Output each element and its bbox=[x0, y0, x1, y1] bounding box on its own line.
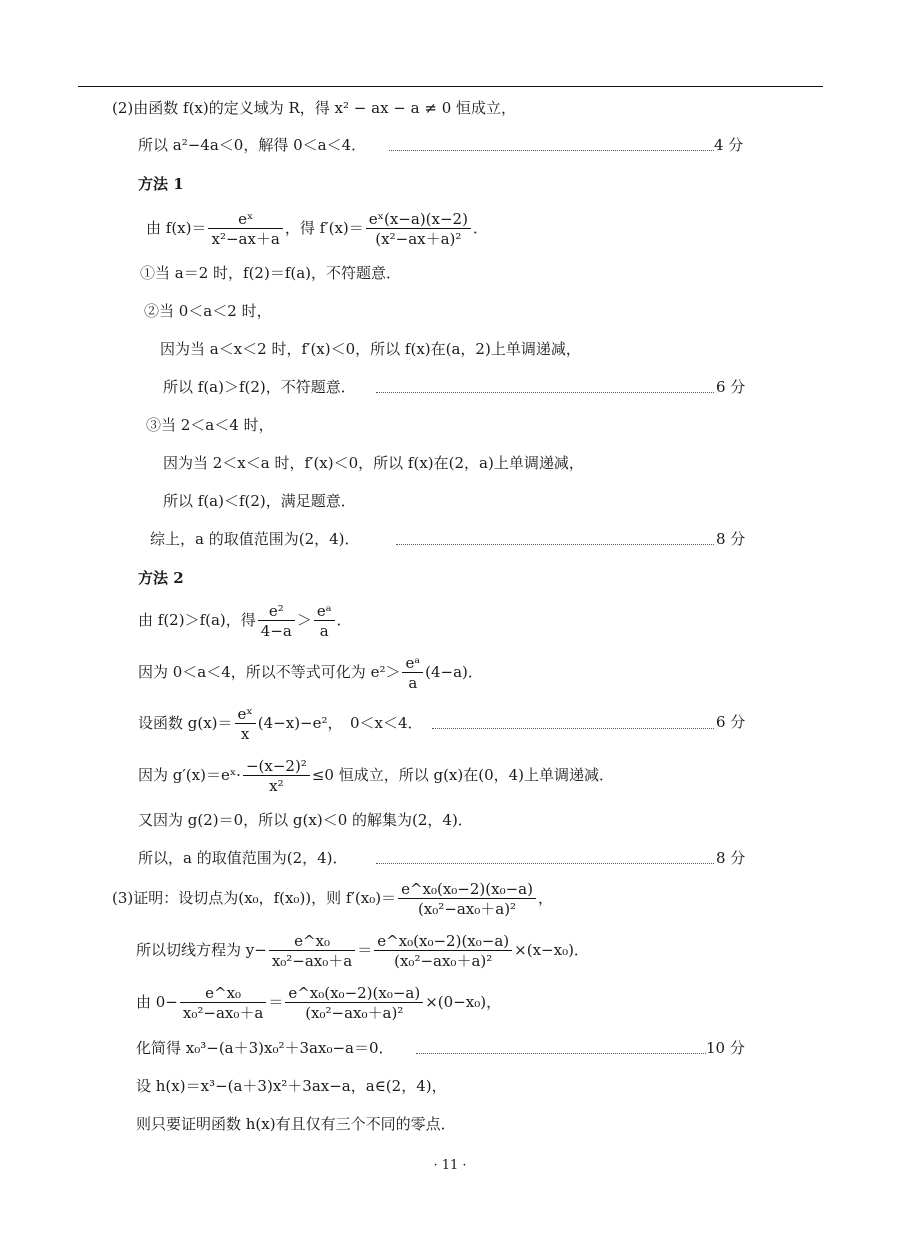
text-span: ． bbox=[472, 219, 488, 237]
denominator: x² bbox=[269, 776, 284, 795]
text-span: ＝ bbox=[357, 941, 373, 959]
denominator: a bbox=[319, 621, 329, 640]
leader-dots bbox=[432, 718, 714, 729]
text-span: ． bbox=[336, 611, 352, 629]
text-span: 由 f(2)＞f(a)，得 bbox=[138, 611, 256, 629]
text-line: 因为当 2＜x＜a 时，f′(x)＜0，所以 f(x)在(2，a)上单调递减， bbox=[163, 454, 584, 472]
numerator: e² bbox=[258, 602, 295, 621]
text-span: ，得 f′(x)＝ bbox=[284, 219, 364, 237]
text-span: 由 0− bbox=[136, 993, 178, 1011]
denominator: x bbox=[240, 724, 250, 743]
formula-line bbox=[138, 703, 423, 744]
fraction bbox=[366, 210, 471, 249]
numerator: −(x−2)² bbox=[243, 757, 310, 776]
formula-line bbox=[112, 878, 553, 919]
text-span: (4−x)−e²， 0＜x＜4． bbox=[257, 714, 423, 732]
text-line: 设 h(x)＝x³−(a＋3)x²＋3ax−a，a∈(2，4)， bbox=[136, 1077, 447, 1095]
denominator: a bbox=[408, 673, 418, 692]
text-span: 设函数 g(x)＝ bbox=[138, 714, 233, 732]
text-line: 所以 f(a)＜f(2)，满足题意． bbox=[163, 492, 356, 510]
text-span: ≤0 恒成立，所以 g(x)在(0，4)上单调递减． bbox=[311, 766, 615, 784]
formula-line bbox=[136, 930, 589, 971]
text-span: 因为 g′(x)＝eˣ· bbox=[138, 766, 241, 784]
numerator: eˣ bbox=[235, 705, 256, 724]
fraction bbox=[314, 602, 335, 641]
score-mark: 4 分 bbox=[714, 136, 744, 154]
fraction bbox=[208, 210, 282, 249]
numerator: e^x₀(x₀−2)(x₀−a) bbox=[398, 880, 536, 899]
numerator: eᵃ bbox=[314, 602, 335, 621]
text-span: 由 f(x)＝ bbox=[146, 219, 207, 237]
formula-line bbox=[138, 600, 352, 641]
score-mark: 8 分 bbox=[716, 849, 746, 867]
leader-dots bbox=[396, 534, 714, 545]
text-line: 所以 a²−4a＜0，解得 0＜a＜4． bbox=[138, 136, 367, 154]
score-mark: 10 分 bbox=[706, 1039, 745, 1057]
text-line: ③当 2＜a＜4 时， bbox=[146, 416, 274, 434]
fraction bbox=[285, 984, 423, 1023]
denominator: (x₀²−ax₀＋a)² bbox=[305, 1003, 404, 1022]
formula-line bbox=[138, 652, 483, 693]
denominator: (x₀²−ax₀＋a)² bbox=[394, 951, 493, 970]
text-line: ②当 0＜a＜2 时， bbox=[144, 302, 272, 320]
text-line: (2)由函数 f(x)的定义域为 R，得 x² − ax − a ≠ 0 恒成立， bbox=[112, 99, 517, 117]
denominator: (x²−ax＋a)² bbox=[375, 229, 462, 248]
text-line: 则只要证明函数 h(x)有且仅有三个不同的零点． bbox=[136, 1115, 456, 1133]
method-heading: 方法 1 bbox=[138, 175, 184, 193]
leader-dots bbox=[376, 853, 714, 864]
text-span: ×(x−x₀)． bbox=[514, 941, 589, 959]
text-line: 因为当 a＜x＜2 时，f′(x)＜0，所以 f(x)在(a，2)上单调递减， bbox=[160, 340, 581, 358]
leader-dots bbox=[389, 140, 714, 151]
numerator: e^x₀(x₀−2)(x₀−a) bbox=[374, 932, 512, 951]
denominator: x²−ax＋a bbox=[211, 229, 280, 248]
leader-dots bbox=[416, 1043, 706, 1054]
formula-line bbox=[138, 755, 614, 796]
text-span: 所以切线方程为 y− bbox=[136, 941, 267, 959]
score-mark: 8 分 bbox=[716, 530, 746, 548]
header-rule bbox=[78, 86, 823, 87]
denominator: 4−a bbox=[260, 621, 292, 640]
text-line: 化简得 x₀³−(a＋3)x₀²＋3ax₀−a＝0． bbox=[136, 1039, 394, 1057]
text-line: ①当 a＝2 时，f(2)＝f(a)，不符题意． bbox=[140, 264, 402, 282]
fraction bbox=[398, 880, 536, 919]
text-span: (3)证明：设切点为(x₀，f(x₀))，则 f′(x₀)＝ bbox=[112, 889, 397, 907]
numerator: eˣ bbox=[208, 210, 282, 229]
numerator: eᵃ bbox=[402, 654, 423, 673]
text-line: 综上，a 的取值范围为(2，4)． bbox=[150, 530, 360, 548]
text-span: ， bbox=[537, 889, 553, 907]
numerator: eˣ(x−a)(x−2) bbox=[366, 210, 471, 229]
text-span: (4−a)． bbox=[425, 663, 483, 681]
method-heading: 方法 2 bbox=[138, 569, 184, 587]
fraction bbox=[269, 932, 355, 971]
score-mark: 6 分 bbox=[716, 713, 746, 731]
leader-dots bbox=[376, 382, 714, 393]
formula-line bbox=[136, 982, 501, 1023]
text-line: 所以 f(a)＞f(2)，不符题意． bbox=[163, 378, 356, 396]
fraction bbox=[235, 705, 256, 744]
numerator: e^x₀ bbox=[180, 984, 266, 1003]
text-line: 又因为 g(2)＝0，所以 g(x)＜0 的解集为(2，4)． bbox=[138, 811, 473, 829]
fraction bbox=[258, 602, 295, 641]
text-span: ＞ bbox=[296, 611, 312, 629]
denominator: x₀²−ax₀＋a bbox=[182, 1003, 264, 1022]
fraction bbox=[243, 757, 310, 796]
denominator: (x₀²−ax₀＋a)² bbox=[417, 899, 517, 918]
fraction bbox=[180, 984, 266, 1023]
text-line: 所以，a 的取值范围为(2，4)． bbox=[138, 849, 348, 867]
fraction bbox=[402, 654, 423, 693]
fraction bbox=[374, 932, 512, 971]
page-number: · 11 · bbox=[433, 1158, 467, 1173]
text-span: 因为 0＜a＜4，所以不等式可化为 e²＞ bbox=[138, 663, 401, 681]
numerator: e^x₀ bbox=[269, 932, 355, 951]
text-span: ×(0−x₀)， bbox=[425, 993, 502, 1011]
formula-line bbox=[146, 208, 488, 249]
denominator: x₀²−ax₀＋a bbox=[271, 951, 353, 970]
text-span: ＝ bbox=[268, 993, 284, 1011]
numerator: e^x₀(x₀−2)(x₀−a) bbox=[285, 984, 423, 1003]
score-mark: 6 分 bbox=[716, 378, 746, 396]
